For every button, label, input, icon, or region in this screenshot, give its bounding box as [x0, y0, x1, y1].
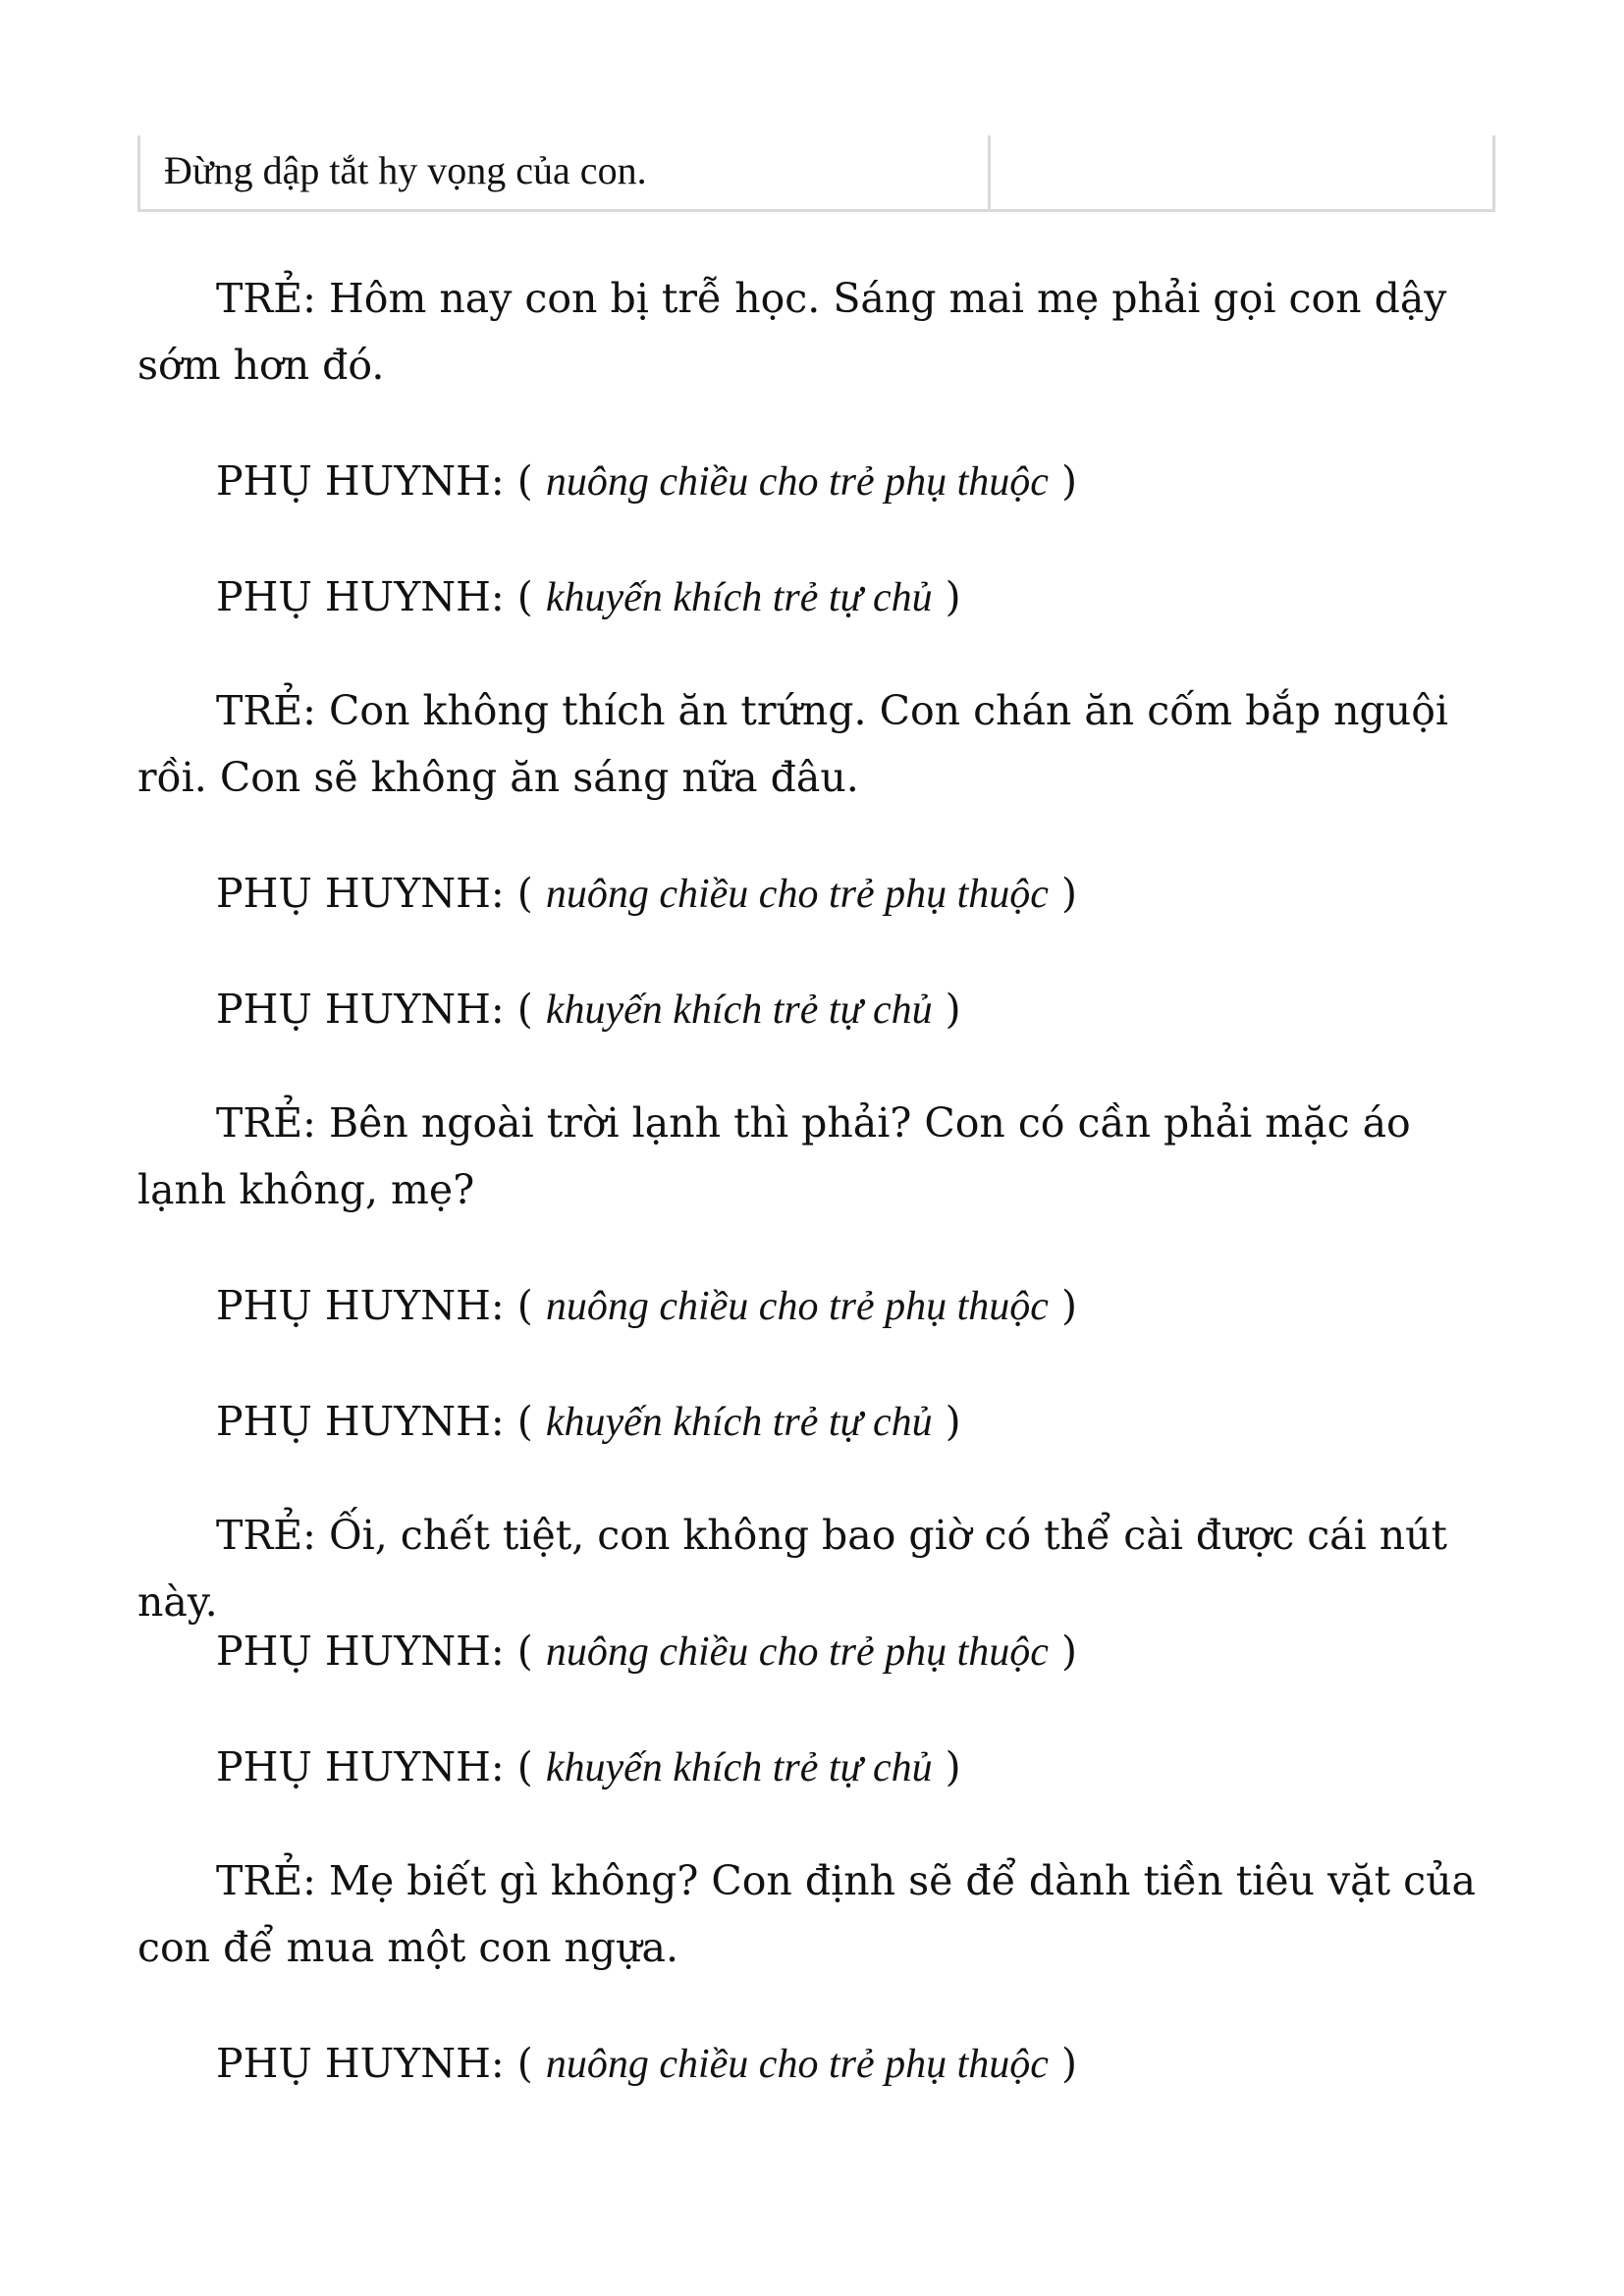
- close-paren: ): [945, 986, 961, 1033]
- dialogue-line-parent: [137, 1272, 1495, 1340]
- close-paren: ): [1060, 1282, 1077, 1329]
- dialogue-line-parent: [137, 2030, 1495, 2098]
- close-paren: ): [1060, 870, 1077, 917]
- speaker-label: TRẺ:: [216, 1099, 316, 1147]
- stage-note: nuông chiều cho trẻ phụ thuộc: [545, 2042, 1049, 2087]
- close-paren: ): [945, 573, 961, 620]
- dialogue-text: Con không thích ăn trứng. Con chán ăn cốm bắp nguội rồi. Con sẽ không ăn sáng nữa đâu.: [137, 687, 1449, 801]
- open-paren: (: [516, 1628, 533, 1675]
- speaker-label: TRẺ:: [216, 275, 316, 322]
- open-paren: (: [516, 986, 533, 1033]
- dialogue-line-parent: [137, 1734, 1495, 1801]
- dialogue-line-parent: [137, 976, 1495, 1043]
- stage-note: khuyến khích trẻ tự chủ: [545, 1745, 933, 1790]
- open-paren: (: [516, 1282, 533, 1329]
- speaker-label: PHỤ HUYNH:: [216, 870, 505, 917]
- speaker-label: PHỤ HUYNH:: [216, 573, 505, 620]
- speaker-label: PHỤ HUYNH:: [216, 986, 505, 1033]
- open-paren: (: [516, 2040, 533, 2087]
- close-paren: ): [945, 1398, 961, 1445]
- speaker-label: PHỤ HUYNH:: [216, 1398, 505, 1445]
- speaker-label: TRẺ:: [216, 687, 316, 734]
- dialogue-line-parent: [137, 448, 1495, 515]
- speaker-label: PHỤ HUYNH:: [216, 1743, 505, 1790]
- close-paren: ): [1060, 2040, 1077, 2087]
- speaker-label: TRẺ:: [216, 1857, 316, 1904]
- table-cell-right: [991, 135, 1492, 209]
- speaker-label: PHỤ HUYNH:: [216, 457, 505, 505]
- open-paren: (: [516, 457, 533, 505]
- stage-note: nuông chiều cho trẻ phụ thuộc: [545, 872, 1049, 917]
- dialogue-line-child: [137, 677, 1495, 811]
- stage-note: khuyến khích trẻ tự chủ: [545, 575, 933, 620]
- stage-note: nuông chiều cho trẻ phụ thuộc: [545, 1629, 1049, 1675]
- speaker-label: PHỤ HUYNH:: [216, 1628, 505, 1675]
- dialogue-line-parent: [137, 563, 1495, 631]
- dialogue-text: Ối, chết tiệt, con không bao giờ có thể cài được cái nút này.: [137, 1512, 1448, 1626]
- speaker-label: PHỤ HUYNH:: [216, 2040, 505, 2087]
- dialogue-text: Mẹ biết gì không? Con định sẽ để dành tiền tiêu vặt của con để mua một con ngựa.: [137, 1857, 1476, 1971]
- dialogue-line-child: [137, 1502, 1495, 1635]
- stage-note: khuyến khích trẻ tự chủ: [545, 1400, 933, 1445]
- dialogue-text: Bên ngoài trời lạnh thì phải? Con có cần phải mặc áo lạnh không, mẹ?: [137, 1099, 1411, 1213]
- open-paren: (: [516, 573, 533, 620]
- dialogue-line-child: [137, 1847, 1495, 1981]
- speaker-label: TRẺ:: [216, 1512, 316, 1559]
- open-paren: (: [516, 1398, 533, 1445]
- open-paren: (: [516, 870, 533, 917]
- dialogue-text: Hôm nay con bị trễ học. Sáng mai mẹ phải gọi con dậy sớm hơn đó.: [137, 275, 1447, 389]
- table-cell-left: Đừng dập tắt hy vọng của con.: [140, 135, 991, 209]
- table-fragment: [137, 135, 1495, 212]
- dialogue-line-child: [137, 1090, 1495, 1223]
- stage-note: nuông chiều cho trẻ phụ thuộc: [545, 1284, 1049, 1329]
- dialogue-line-parent: [137, 1618, 1495, 1685]
- dialogue-line-child: [137, 265, 1495, 399]
- dialogue-line-parent: [137, 860, 1495, 928]
- close-paren: ): [1060, 457, 1077, 505]
- open-paren: (: [516, 1743, 533, 1790]
- stage-note: nuông chiều cho trẻ phụ thuộc: [545, 459, 1049, 505]
- speaker-label: PHỤ HUYNH:: [216, 1282, 505, 1329]
- stage-note: khuyến khích trẻ tự chủ: [545, 988, 933, 1033]
- close-paren: ): [945, 1743, 961, 1790]
- close-paren: ): [1060, 1628, 1077, 1675]
- dialogue-line-parent: [137, 1388, 1495, 1456]
